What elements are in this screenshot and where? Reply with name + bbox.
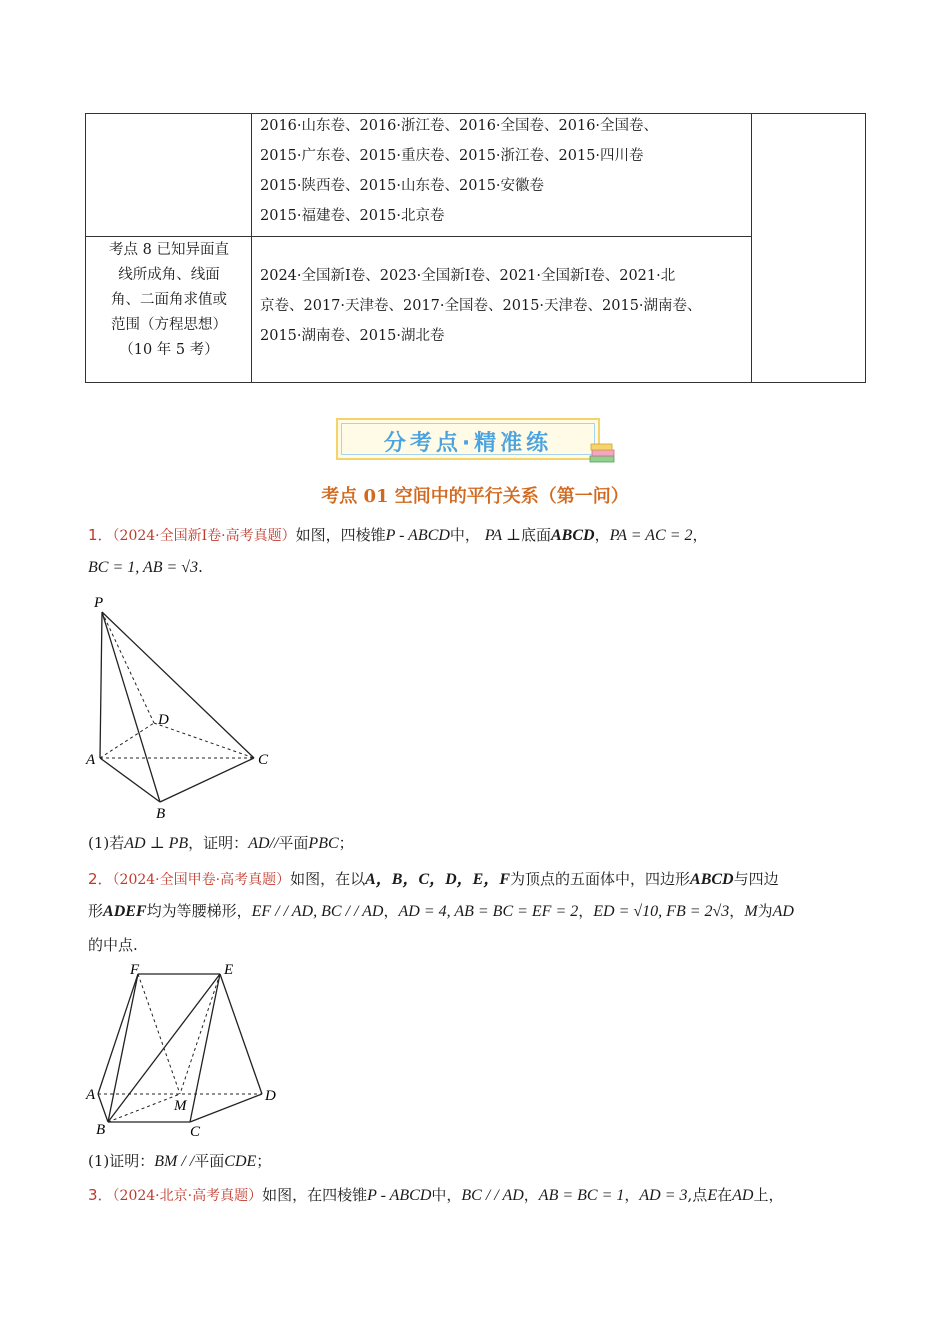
table-divider [86, 236, 752, 237]
vertex-label: E [224, 962, 234, 978]
vertex-label: D [158, 712, 169, 728]
books-icon [588, 440, 618, 466]
exam-source-table [85, 113, 866, 383]
question-1: 1．（2024·全国新Ⅰ卷·高考真题）如图，四棱锥P - ABCD中， PA ⊥底面ABCD，PA = AC = 2， [88, 526, 708, 544]
question-2: 2．（2024·全国甲卷·高考真题）如图，在以A，B，C，D，E，F为顶点的五面体中，四边形ABCD与四边 [88, 870, 779, 888]
question-number: 3． [88, 1186, 113, 1204]
vertex-label: B [96, 1122, 106, 1138]
table-cell-sources: 2024·全国新Ⅰ卷、2023·全国新Ⅰ卷、2021·全国新Ⅰ卷、2021·北 京卷、2017·天津卷、2017·全国卷、2015·天津卷、2015·湖南卷、 2015·湖南卷、2015·湖北卷 [260, 268, 702, 344]
banner-title: 分考点·精准练 [383, 431, 553, 456]
vertex-label: A [86, 1087, 96, 1103]
table-cell-sources: 2016·山东卷、2016·浙江卷、2016·全国卷、2016·全国卷、 2015·广东卷、2015·重庆卷、2015·浙江卷、2015·四川卷 2015·陕西卷、2015·山东卷、2015·安徽卷 2015·福建卷、2015·北京卷 [260, 118, 659, 224]
table-cell-topic: 考点 8 已知异面直 线所成角、线面 角、二面角求值或 范围（方程思想） （10 年 5 考） [109, 242, 229, 358]
question-1-part-1: (1)若AD ⊥ PB，证明：AD//平面PBC； [88, 834, 354, 852]
question-source: （2024·全国甲卷·高考真题） [112, 872, 291, 888]
vertex-label: C [190, 1124, 201, 1140]
figure-pyramid-pabcd [82, 590, 282, 822]
question-2-part-1: (1)证明：BM / /平面CDE； [88, 1152, 272, 1170]
question-2-cont: 形ADEF均为等腰梯形，EF / / AD, BC / / AD，AD = 4, AB = BC = EF = 2，ED = √10, FB = 2√3，M为AD [88, 902, 794, 920]
table-divider [751, 114, 752, 382]
vertex-label: F [130, 962, 140, 978]
section-title: 考点 01 空间中的平行关系（第一问） [321, 486, 629, 507]
vertex-label: C [258, 752, 269, 768]
vertex-label: A [86, 752, 96, 768]
vertex-label: M [174, 1098, 187, 1114]
question-2-cont: 的中点. [88, 936, 138, 954]
question-3: 3．（2024·北京·高考真题）如图，在四棱锥P - ABCD中，BC / / AD，AB = BC = 1，AD = 3,点E在AD上， [88, 1186, 784, 1204]
question-number: 2． [88, 870, 113, 888]
vertex-label: B [156, 806, 166, 822]
question-number: 1． [88, 526, 113, 544]
vertex-label: D [265, 1088, 276, 1104]
figure-pentahedron [84, 958, 284, 1142]
question-source: （2024·全国新Ⅰ卷·高考真题） [112, 528, 296, 544]
question-source: （2024·北京·高考真题） [112, 1188, 263, 1204]
section-banner [336, 418, 600, 460]
vertex-label: P [94, 595, 104, 611]
question-1-cont: BC = 1, AB = √3. [88, 558, 203, 576]
